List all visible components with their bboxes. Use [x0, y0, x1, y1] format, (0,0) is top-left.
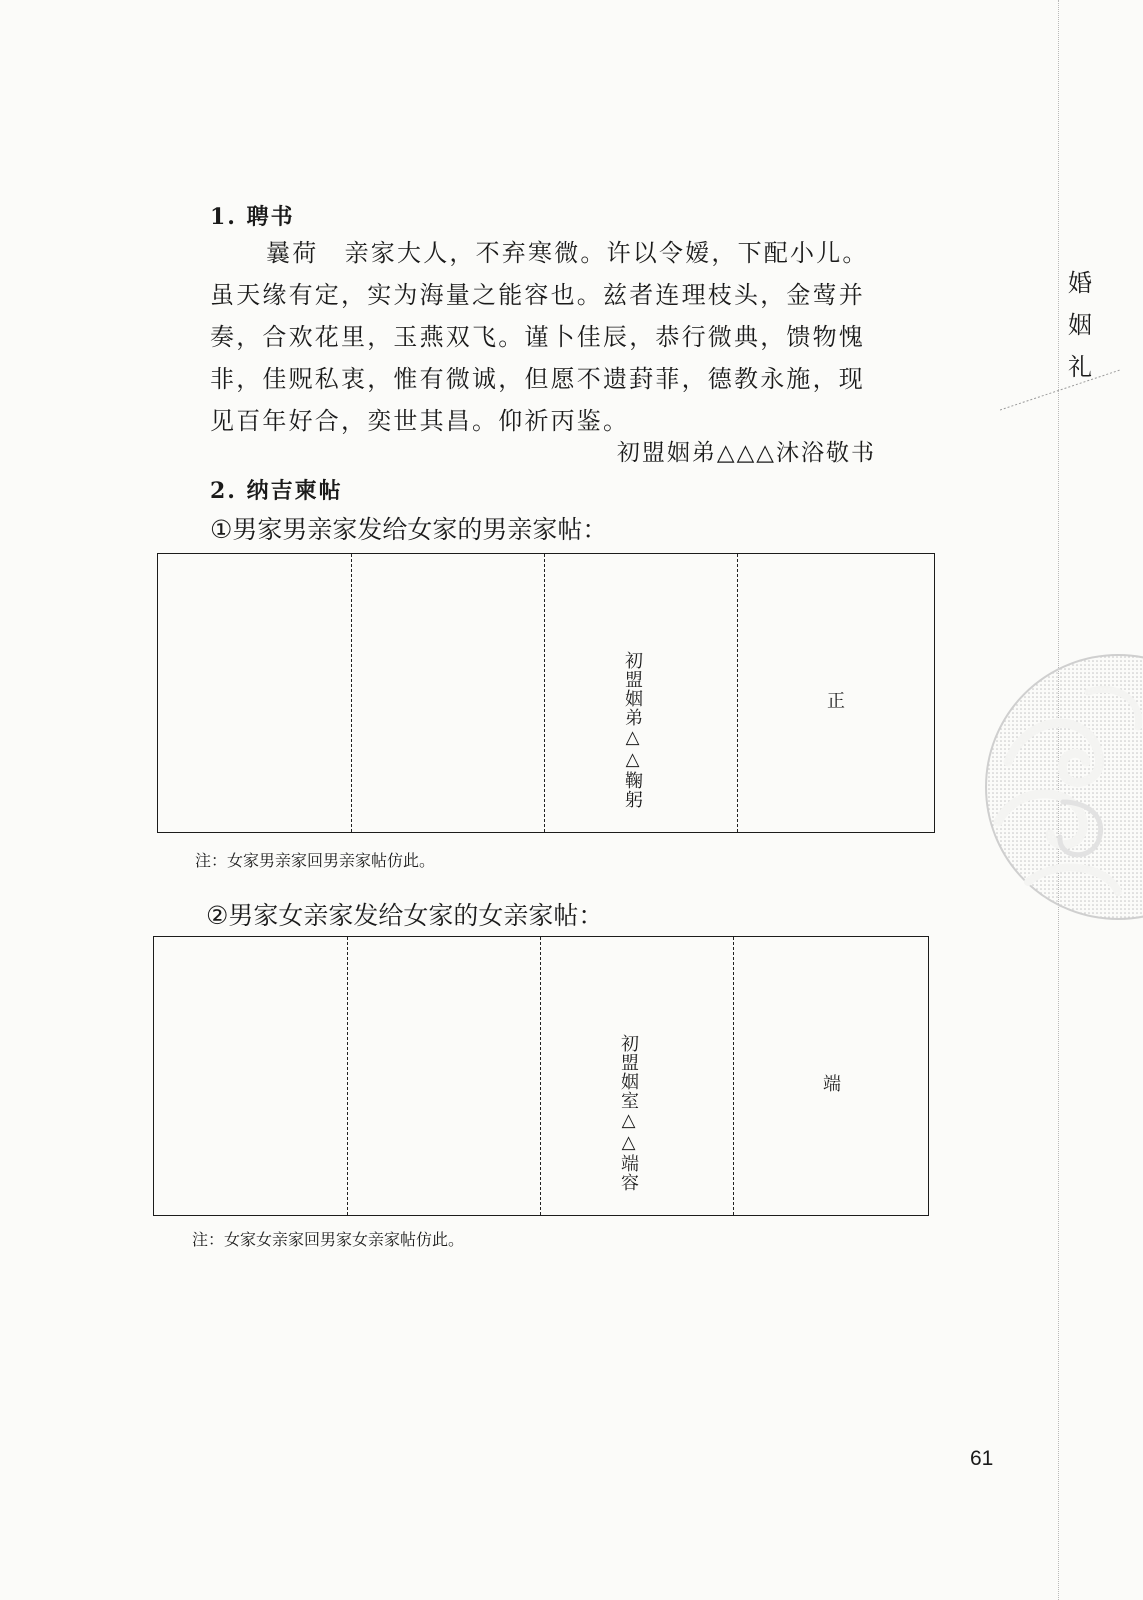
card2-fold-line-3	[733, 937, 734, 1215]
card1-fold-line-2	[544, 554, 545, 832]
card2-template	[153, 936, 929, 1216]
cloud-medallion-ornament	[968, 652, 1143, 922]
tab-slash-decoration	[1000, 360, 1120, 420]
card2-fold-line-1	[347, 937, 348, 1215]
engagement-letter-text	[210, 232, 875, 442]
card1-fold-line-3	[737, 554, 738, 832]
engagement-letter-signature: 初盟姻弟△△△沐浴敬书	[616, 440, 876, 466]
card1-caption: ①男家男亲家发给女家的男亲家帖：	[210, 515, 608, 544]
section2-heading: 2. 纳吉柬帖	[210, 478, 343, 504]
engagement-letter-paragraph: 曩荷 亲家大人，不弃寒微。许以令嫒，下配小儿。虽天缘有定，实为海量之能容也。兹者连理枝头，金莺并奏，合欢花里，玉燕双飞。谨卜佳辰，恭行微典，馈物愧非，佳贶私衷，惟有微诚，但愿不遗葑菲，德教永施，现见百年好合，奕世其昌。仰祈丙鉴。	[210, 239, 869, 435]
card1-center-character: 正	[827, 691, 845, 712]
card2-sender-vertical-text: 初盟姻室△△端容	[618, 1034, 639, 1192]
card1-fold-line-1	[351, 554, 352, 832]
card2-caption: ②男家女亲家发给女家的女亲家帖：	[206, 901, 604, 930]
section1-heading: 1. 聘书	[210, 204, 295, 230]
card2-note: 注：女家女亲家回男家女亲家帖仿此。	[192, 1230, 465, 1249]
card1-note: 注：女家男亲家回男亲家帖仿此。	[195, 851, 436, 870]
side-tab-label: 婚 姻 礼	[1068, 269, 1092, 381]
page-number: 61	[970, 1447, 994, 1470]
card1-sender-vertical-text: 初盟姻弟△△鞠躬	[622, 651, 643, 809]
card2-center-character: 端	[823, 1074, 841, 1095]
card1-template	[157, 553, 935, 833]
card2-fold-line-2	[540, 937, 541, 1215]
